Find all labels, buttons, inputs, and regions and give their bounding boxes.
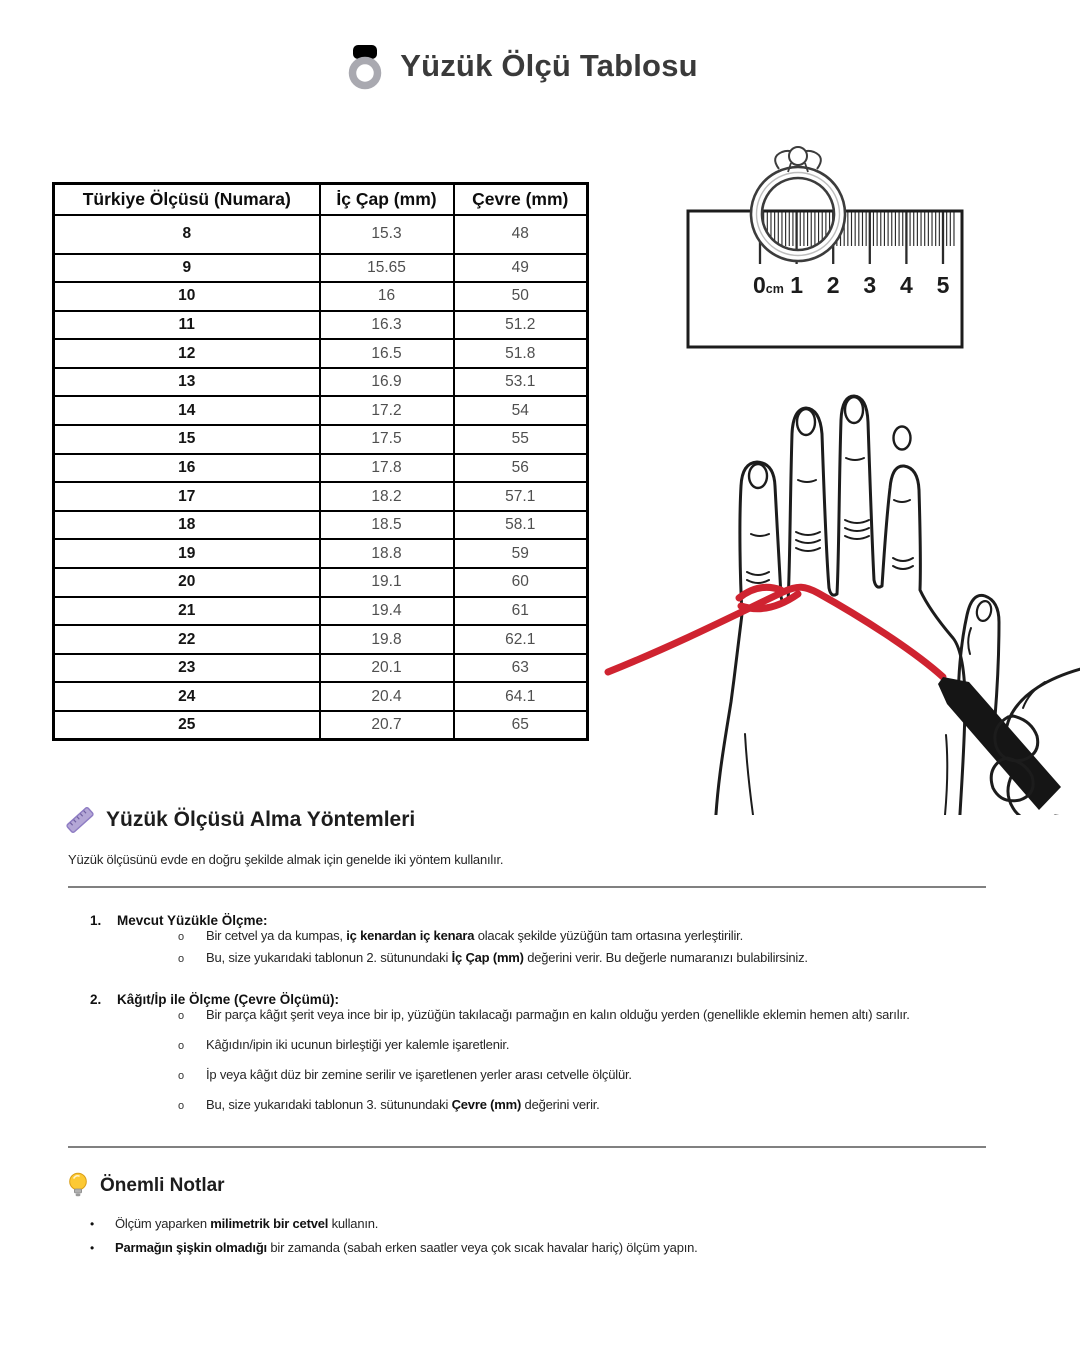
cell-diameter: 15.3 bbox=[320, 215, 454, 254]
cell-diameter: 19.8 bbox=[320, 625, 454, 654]
table-header-row bbox=[54, 184, 588, 215]
table-row bbox=[54, 568, 588, 597]
cell-circumference: 65 bbox=[454, 711, 588, 740]
bullet-marker: o bbox=[178, 1040, 184, 1052]
cell-size: 17 bbox=[54, 482, 320, 511]
svg-text:1: 1 bbox=[790, 272, 803, 298]
methods-intro: Yüzük ölçüsünü evde en doğru şekilde almak için genelde iki yöntem kullanılır. bbox=[68, 852, 504, 867]
cell-circumference: 53.1 bbox=[454, 368, 588, 397]
table-row bbox=[54, 454, 588, 483]
cell-size: 11 bbox=[54, 311, 320, 340]
cell-circumference: 60 bbox=[454, 568, 588, 597]
table-row bbox=[54, 311, 588, 340]
cell-circumference: 50 bbox=[454, 282, 588, 311]
column-header-circumference: Çevre (mm) bbox=[454, 184, 588, 215]
table-row bbox=[54, 711, 588, 740]
method-1-title-row bbox=[90, 913, 990, 928]
hand-string-measure-illustration bbox=[593, 372, 1080, 815]
method-2-title-row bbox=[90, 992, 990, 1007]
bullet-text: İp veya kâğıt düz bir zemine serilir ve işaretlenen yerler arası cetvelle ölçülür. bbox=[206, 1067, 632, 1082]
ring-size-table bbox=[52, 182, 589, 741]
table-row bbox=[54, 254, 588, 283]
svg-text:5: 5 bbox=[936, 272, 950, 298]
cell-circumference: 54 bbox=[454, 396, 588, 425]
size-table-body bbox=[54, 215, 588, 740]
cell-circumference: 61 bbox=[454, 597, 588, 626]
method-item-2 bbox=[90, 992, 990, 1127]
divider-line bbox=[68, 886, 986, 888]
cell-circumference: 57.1 bbox=[454, 482, 588, 511]
cell-circumference: 62.1 bbox=[454, 625, 588, 654]
table-row bbox=[54, 396, 588, 425]
cell-size: 9 bbox=[54, 254, 320, 283]
column-header-diameter: İç Çap (mm) bbox=[320, 184, 454, 215]
table-row bbox=[54, 625, 588, 654]
cell-diameter: 18.2 bbox=[320, 482, 454, 511]
cell-diameter: 20.1 bbox=[320, 654, 454, 683]
methods-section-heading bbox=[66, 806, 415, 834]
cell-diameter: 16 bbox=[320, 282, 454, 311]
cell-circumference: 58.1 bbox=[454, 511, 588, 540]
table-row bbox=[54, 511, 588, 540]
cell-diameter: 17.2 bbox=[320, 396, 454, 425]
cell-circumference: 51.8 bbox=[454, 339, 588, 368]
ring-stone bbox=[789, 147, 807, 165]
ring-on-ruler-illustration bbox=[680, 138, 972, 350]
list-item bbox=[178, 928, 990, 950]
bullet-text: Bir parça kâğıt şerit veya ince bir ip, yüzüğün takılacağı parmağın en kalın olduğu yerden (genellikle eklemin hemen altı) sarılır. bbox=[206, 1007, 910, 1022]
list-item bbox=[90, 1216, 982, 1240]
method-item-1 bbox=[90, 913, 990, 972]
list-item bbox=[178, 1037, 990, 1067]
page-header bbox=[52, 42, 990, 90]
table-row bbox=[54, 425, 588, 454]
table-row bbox=[54, 215, 588, 254]
cell-circumference: 59 bbox=[454, 539, 588, 568]
cell-size: 19 bbox=[54, 539, 320, 568]
cell-circumference: 51.2 bbox=[454, 311, 588, 340]
page-title: Yüzük Ölçü Tablosu bbox=[400, 48, 698, 83]
cell-size: 20 bbox=[54, 568, 320, 597]
bullet-marker: o bbox=[178, 931, 184, 943]
ring-band bbox=[353, 61, 378, 86]
method-2-title: Kâğıt/İp ile Ölçme (Çevre Ölçümü): bbox=[117, 992, 340, 1007]
bullet-text: Ölçüm yaparken milimetrik bir cetvel kullanın. bbox=[115, 1216, 379, 1231]
cell-diameter: 16.9 bbox=[320, 368, 454, 397]
table-row bbox=[54, 597, 588, 626]
cell-diameter: 17.8 bbox=[320, 454, 454, 483]
cell-size: 23 bbox=[54, 654, 320, 683]
ruler-icon bbox=[66, 806, 94, 834]
cell-diameter: 16.3 bbox=[320, 311, 454, 340]
list-item bbox=[178, 950, 990, 972]
list-item bbox=[178, 1097, 990, 1127]
cell-size: 13 bbox=[54, 368, 320, 397]
table-row bbox=[54, 539, 588, 568]
methods-heading-text: Yüzük Ölçüsü Alma Yöntemleri bbox=[106, 808, 416, 831]
column-header-size: Türkiye Ölçüsü (Numara) bbox=[54, 184, 320, 215]
cell-size: 16 bbox=[54, 454, 320, 483]
bullet-text: Parmağın şişkin olmadığı bir zamanda (sabah erken saatler veya çok sıcak havalar hariç) ölçüm yapın. bbox=[115, 1240, 698, 1255]
cell-diameter: 18.8 bbox=[320, 539, 454, 568]
bullet-marker: o bbox=[178, 953, 184, 965]
cell-diameter: 16.5 bbox=[320, 339, 454, 368]
cell-size: 10 bbox=[54, 282, 320, 311]
bullet-marker: • bbox=[90, 1241, 95, 1255]
table-row bbox=[54, 339, 588, 368]
cell-diameter: 18.5 bbox=[320, 511, 454, 540]
svg-text:2: 2 bbox=[826, 272, 840, 298]
cell-diameter: 20.4 bbox=[320, 682, 454, 711]
list-number: 2. bbox=[90, 992, 102, 1007]
bullet-marker: o bbox=[178, 1070, 184, 1082]
table-row bbox=[54, 654, 588, 683]
lightbulb-icon bbox=[68, 1172, 88, 1199]
table-row bbox=[54, 368, 588, 397]
list-item bbox=[90, 1240, 982, 1264]
method-1-title: Mevcut Yüzükle Ölçme: bbox=[117, 913, 268, 928]
table-row bbox=[54, 482, 588, 511]
bullet-marker: o bbox=[178, 1100, 184, 1112]
marker-pen bbox=[938, 677, 1061, 810]
cell-circumference: 56 bbox=[454, 454, 588, 483]
svg-text:0cm: 0cm bbox=[753, 272, 784, 298]
cell-size: 15 bbox=[54, 425, 320, 454]
cell-diameter: 15.65 bbox=[320, 254, 454, 283]
cell-size: 14 bbox=[54, 396, 320, 425]
cell-size: 24 bbox=[54, 682, 320, 711]
cell-diameter: 19.1 bbox=[320, 568, 454, 597]
bullet-text: Bu, size yukarıdaki tablonun 2. sütunundaki İç Çap (mm) değerini verir. Bu değerle numaranızı bulabilirsiniz. bbox=[206, 950, 808, 965]
notes-section-heading bbox=[68, 1172, 225, 1199]
cell-size: 22 bbox=[54, 625, 320, 654]
cell-diameter: 17.5 bbox=[320, 425, 454, 454]
cell-circumference: 64.1 bbox=[454, 682, 588, 711]
list-item bbox=[178, 1007, 990, 1037]
cell-circumference: 63 bbox=[454, 654, 588, 683]
cell-size: 25 bbox=[54, 711, 320, 740]
cell-circumference: 55 bbox=[454, 425, 588, 454]
notes-heading-text: Önemli Notlar bbox=[100, 1174, 225, 1196]
bullet-text: Bu, size yukarıdaki tablonun 3. sütunundaki Çevre (mm) değerini verir. bbox=[206, 1097, 600, 1112]
list-number: 1. bbox=[90, 913, 102, 928]
cell-circumference: 49 bbox=[454, 254, 588, 283]
cell-size: 18 bbox=[54, 511, 320, 540]
svg-text:3: 3 bbox=[863, 272, 877, 298]
notes-list bbox=[52, 1216, 982, 1264]
bullet-text: Bir cetvel ya da kumpas, iç kenardan iç kenara olacak şekilde yüzüğün tam ortasına yerleştirilir. bbox=[206, 928, 743, 943]
cell-size: 8 bbox=[54, 215, 320, 254]
cell-size: 21 bbox=[54, 597, 320, 626]
table-row bbox=[54, 282, 588, 311]
divider-line bbox=[68, 1146, 986, 1148]
cell-diameter: 19.4 bbox=[320, 597, 454, 626]
bullet-marker: • bbox=[90, 1217, 95, 1231]
cell-diameter: 20.7 bbox=[320, 711, 454, 740]
cell-size: 12 bbox=[54, 339, 320, 368]
bullet-marker: o bbox=[178, 1010, 184, 1022]
svg-text:4: 4 bbox=[900, 272, 913, 298]
table-row bbox=[54, 682, 588, 711]
bullet-text: Kâğıdın/ipin iki ucunun birleştiği yer kalemle işaretlenir. bbox=[206, 1037, 510, 1052]
cell-circumference: 48 bbox=[454, 215, 588, 254]
ring-icon bbox=[344, 42, 386, 90]
list-item bbox=[178, 1067, 990, 1097]
